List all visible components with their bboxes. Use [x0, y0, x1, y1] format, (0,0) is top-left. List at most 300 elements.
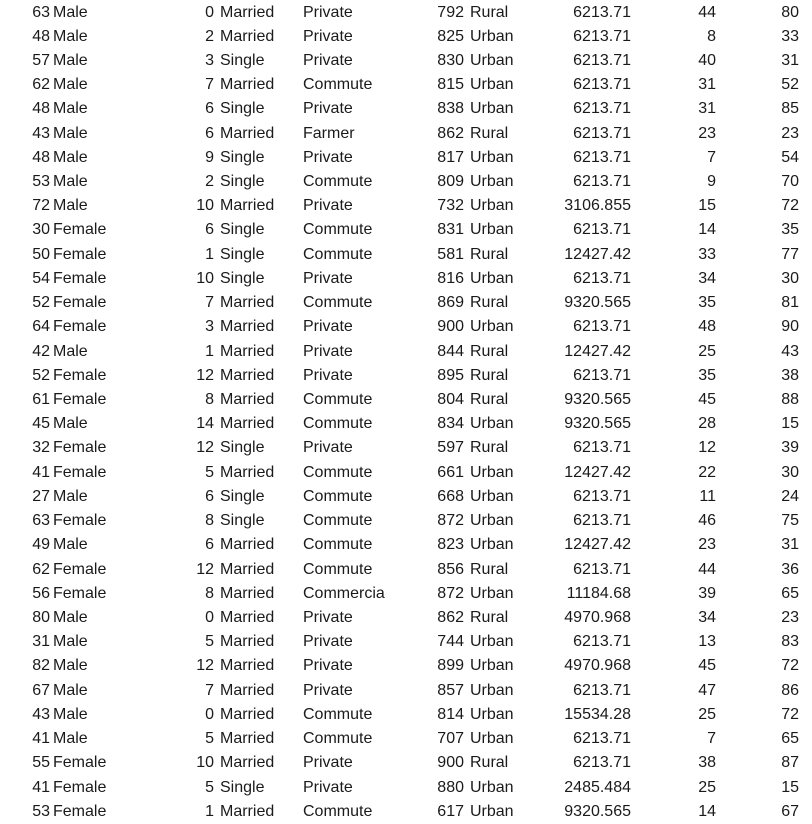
- residence-type-cell[interactable]: Urban: [470, 27, 514, 45]
- amount-cell[interactable]: 6213.71: [573, 148, 631, 166]
- count-cell[interactable]: 0: [205, 705, 214, 723]
- work-type-cell[interactable]: Private: [303, 633, 353, 651]
- value-b-cell[interactable]: 15: [781, 778, 799, 796]
- age-cell[interactable]: 52: [32, 366, 50, 384]
- marital-status-cell[interactable]: Married: [220, 657, 275, 675]
- value-a-cell[interactable]: 47: [698, 681, 716, 699]
- amount-cell[interactable]: 12427.42: [564, 536, 631, 554]
- amount-cell[interactable]: 6213.71: [573, 318, 631, 336]
- count-cell[interactable]: 12: [196, 439, 214, 457]
- amount-cell[interactable]: 6213.71: [573, 221, 631, 239]
- gender-cell[interactable]: Female: [53, 754, 107, 772]
- age-cell[interactable]: 48: [32, 148, 50, 166]
- count-cell[interactable]: 6: [205, 124, 214, 142]
- marital-status-cell[interactable]: Married: [220, 391, 275, 409]
- value-b-cell[interactable]: 88: [781, 391, 799, 409]
- code-cell[interactable]: 804: [437, 391, 464, 409]
- value-a-cell[interactable]: 23: [698, 536, 716, 554]
- residence-type-cell[interactable]: Urban: [470, 269, 514, 287]
- amount-cell[interactable]: 6213.71: [573, 681, 631, 699]
- value-a-cell[interactable]: 13: [698, 633, 716, 651]
- work-type-cell[interactable]: Private: [303, 754, 353, 772]
- work-type-cell[interactable]: Private: [303, 318, 353, 336]
- age-cell[interactable]: 30: [32, 221, 50, 239]
- marital-status-cell[interactable]: Married: [220, 560, 275, 578]
- gender-cell[interactable]: Female: [53, 391, 107, 409]
- code-cell[interactable]: 857: [437, 681, 464, 699]
- value-b-cell[interactable]: 24: [781, 487, 799, 505]
- code-cell[interactable]: 661: [437, 463, 464, 481]
- age-cell[interactable]: 45: [32, 415, 50, 433]
- value-b-cell[interactable]: 67: [781, 802, 799, 820]
- amount-cell[interactable]: 12427.42: [564, 342, 631, 360]
- work-type-cell[interactable]: Private: [303, 51, 353, 69]
- value-b-cell[interactable]: 72: [781, 657, 799, 675]
- value-a-cell[interactable]: 22: [698, 463, 716, 481]
- value-a-cell[interactable]: 25: [698, 342, 716, 360]
- code-cell[interactable]: 732: [437, 197, 464, 215]
- marital-status-cell[interactable]: Single: [220, 269, 265, 287]
- value-a-cell[interactable]: 35: [698, 366, 716, 384]
- code-cell[interactable]: 838: [437, 100, 464, 118]
- gender-cell[interactable]: Female: [53, 802, 107, 820]
- age-cell[interactable]: 80: [32, 609, 50, 626]
- age-cell[interactable]: 54: [32, 269, 50, 287]
- count-cell[interactable]: 9: [205, 148, 214, 166]
- marital-status-cell[interactable]: Married: [220, 536, 275, 554]
- work-type-cell[interactable]: Commute: [303, 487, 373, 505]
- count-cell[interactable]: 3: [205, 51, 214, 69]
- amount-cell[interactable]: 6213.71: [573, 269, 631, 287]
- marital-status-cell[interactable]: Single: [220, 100, 265, 118]
- marital-status-cell[interactable]: Married: [220, 754, 275, 772]
- code-cell[interactable]: 617: [437, 802, 464, 820]
- work-type-cell[interactable]: Commercia: [303, 584, 385, 602]
- residence-type-cell[interactable]: Rural: [470, 609, 509, 626]
- age-cell[interactable]: 41: [32, 730, 50, 748]
- amount-cell[interactable]: 12427.42: [564, 245, 631, 263]
- marital-status-cell[interactable]: Single: [220, 245, 265, 263]
- value-a-cell[interactable]: 40: [698, 51, 716, 69]
- code-cell[interactable]: 872: [437, 512, 464, 530]
- code-cell[interactable]: 856: [437, 560, 464, 578]
- age-cell[interactable]: 82: [32, 657, 50, 675]
- work-type-cell[interactable]: Commute: [303, 415, 373, 433]
- value-a-cell[interactable]: 14: [698, 802, 716, 820]
- count-cell[interactable]: 6: [205, 487, 214, 505]
- age-cell[interactable]: 63: [32, 3, 50, 21]
- count-cell[interactable]: 12: [196, 657, 214, 675]
- count-cell[interactable]: 14: [196, 415, 214, 433]
- marital-status-cell[interactable]: Single: [220, 173, 265, 191]
- work-type-cell[interactable]: Commute: [303, 245, 373, 263]
- amount-cell[interactable]: 2485.484: [564, 778, 631, 796]
- code-cell[interactable]: 872: [437, 584, 464, 602]
- age-cell[interactable]: 43: [32, 705, 50, 723]
- gender-cell[interactable]: Female: [53, 584, 107, 602]
- amount-cell[interactable]: 9320.565: [564, 294, 631, 312]
- value-b-cell[interactable]: 65: [781, 730, 799, 748]
- gender-cell[interactable]: Female: [53, 512, 107, 530]
- age-cell[interactable]: 48: [32, 27, 50, 45]
- code-cell[interactable]: 823: [437, 536, 464, 554]
- count-cell[interactable]: 2: [205, 27, 214, 45]
- amount-cell[interactable]: 6213.71: [573, 633, 631, 651]
- residence-type-cell[interactable]: Rural: [470, 124, 509, 142]
- gender-cell[interactable]: Female: [53, 269, 107, 287]
- marital-status-cell[interactable]: Married: [220, 342, 275, 360]
- code-cell[interactable]: 830: [437, 51, 464, 69]
- marital-status-cell[interactable]: Single: [220, 51, 265, 69]
- residence-type-cell[interactable]: Urban: [470, 536, 514, 554]
- count-cell[interactable]: 10: [196, 754, 214, 772]
- count-cell[interactable]: 5: [205, 778, 214, 796]
- amount-cell[interactable]: 6213.71: [573, 512, 631, 530]
- gender-cell[interactable]: Male: [53, 705, 88, 723]
- gender-cell[interactable]: Female: [53, 778, 107, 796]
- value-b-cell[interactable]: 38: [781, 366, 799, 384]
- work-type-cell[interactable]: Commute: [303, 560, 373, 578]
- work-type-cell[interactable]: Commute: [303, 730, 373, 748]
- count-cell[interactable]: 5: [205, 730, 214, 748]
- amount-cell[interactable]: 9320.565: [564, 802, 631, 820]
- work-type-cell[interactable]: Private: [303, 148, 353, 166]
- marital-status-cell[interactable]: Married: [220, 633, 275, 651]
- code-cell[interactable]: 707: [437, 730, 464, 748]
- count-cell[interactable]: 8: [205, 391, 214, 409]
- residence-type-cell[interactable]: Urban: [470, 76, 514, 94]
- age-cell[interactable]: 52: [32, 294, 50, 312]
- gender-cell[interactable]: Female: [53, 318, 107, 336]
- residence-type-cell[interactable]: Urban: [470, 51, 514, 69]
- value-a-cell[interactable]: 46: [698, 512, 716, 530]
- marital-status-cell[interactable]: Single: [220, 148, 265, 166]
- age-cell[interactable]: 31: [32, 633, 50, 651]
- code-cell[interactable]: 825: [437, 27, 464, 45]
- residence-type-cell[interactable]: Rural: [470, 391, 509, 409]
- amount-cell[interactable]: 6213.71: [573, 51, 631, 69]
- value-b-cell[interactable]: 52: [781, 76, 799, 94]
- value-a-cell[interactable]: 39: [698, 584, 716, 602]
- count-cell[interactable]: 7: [205, 681, 214, 699]
- residence-type-cell[interactable]: Rural: [470, 3, 509, 21]
- gender-cell[interactable]: Male: [53, 173, 88, 191]
- value-b-cell[interactable]: 72: [781, 705, 799, 723]
- code-cell[interactable]: 880: [437, 778, 464, 796]
- value-a-cell[interactable]: 44: [698, 560, 716, 578]
- residence-type-cell[interactable]: Urban: [470, 463, 514, 481]
- amount-cell[interactable]: 6213.71: [573, 27, 631, 45]
- residence-type-cell[interactable]: Urban: [470, 584, 514, 602]
- marital-status-cell[interactable]: Married: [220, 3, 275, 21]
- work-type-cell[interactable]: Commute: [303, 536, 373, 554]
- code-cell[interactable]: 899: [437, 657, 464, 675]
- work-type-cell[interactable]: Private: [303, 778, 353, 796]
- work-type-cell[interactable]: Private: [303, 269, 353, 287]
- value-a-cell[interactable]: 8: [707, 27, 716, 45]
- amount-cell[interactable]: 6213.71: [573, 3, 631, 21]
- age-cell[interactable]: 61: [32, 391, 50, 409]
- count-cell[interactable]: 7: [205, 294, 214, 312]
- work-type-cell[interactable]: Private: [303, 27, 353, 45]
- amount-cell[interactable]: 6213.71: [573, 560, 631, 578]
- value-b-cell[interactable]: 30: [781, 463, 799, 481]
- code-cell[interactable]: 844: [437, 342, 464, 360]
- value-b-cell[interactable]: 31: [781, 51, 799, 69]
- count-cell[interactable]: 10: [196, 269, 214, 287]
- marital-status-cell[interactable]: Married: [220, 681, 275, 699]
- residence-type-cell[interactable]: Urban: [470, 173, 514, 191]
- work-type-cell[interactable]: Private: [303, 657, 353, 675]
- value-a-cell[interactable]: 31: [698, 100, 716, 118]
- gender-cell[interactable]: Female: [53, 463, 107, 481]
- age-cell[interactable]: 48: [32, 100, 50, 118]
- marital-status-cell[interactable]: Single: [220, 512, 265, 530]
- residence-type-cell[interactable]: Urban: [470, 487, 514, 505]
- amount-cell[interactable]: 6213.71: [573, 173, 631, 191]
- code-cell[interactable]: 792: [437, 3, 464, 21]
- code-cell[interactable]: 597: [437, 439, 464, 457]
- marital-status-cell[interactable]: Single: [220, 778, 265, 796]
- age-cell[interactable]: 27: [32, 487, 50, 505]
- count-cell[interactable]: 5: [205, 633, 214, 651]
- residence-type-cell[interactable]: Urban: [470, 730, 514, 748]
- residence-type-cell[interactable]: Urban: [470, 318, 514, 336]
- value-b-cell[interactable]: 31: [781, 536, 799, 554]
- work-type-cell[interactable]: Private: [303, 366, 353, 384]
- gender-cell[interactable]: Male: [53, 124, 88, 142]
- age-cell[interactable]: 41: [32, 463, 50, 481]
- code-cell[interactable]: 900: [437, 754, 464, 772]
- count-cell[interactable]: 8: [205, 584, 214, 602]
- residence-type-cell[interactable]: Urban: [470, 705, 514, 723]
- code-cell[interactable]: 815: [437, 76, 464, 94]
- residence-type-cell[interactable]: Rural: [470, 245, 509, 263]
- value-b-cell[interactable]: 90: [781, 318, 799, 336]
- age-cell[interactable]: 50: [32, 245, 50, 263]
- gender-cell[interactable]: Male: [53, 487, 88, 505]
- residence-type-cell[interactable]: Urban: [470, 681, 514, 699]
- value-a-cell[interactable]: 28: [698, 415, 716, 433]
- gender-cell[interactable]: Female: [53, 245, 107, 263]
- residence-type-cell[interactable]: Rural: [470, 439, 509, 457]
- work-type-cell[interactable]: Private: [303, 100, 353, 118]
- amount-cell[interactable]: 9320.565: [564, 415, 631, 433]
- value-b-cell[interactable]: 70: [781, 173, 799, 191]
- count-cell[interactable]: 12: [196, 560, 214, 578]
- amount-cell[interactable]: 4970.968: [564, 609, 631, 626]
- gender-cell[interactable]: Male: [53, 633, 88, 651]
- value-a-cell[interactable]: 11: [699, 487, 716, 505]
- code-cell[interactable]: 862: [437, 124, 464, 142]
- value-b-cell[interactable]: 72: [781, 197, 799, 215]
- value-a-cell[interactable]: 7: [707, 730, 716, 748]
- count-cell[interactable]: 10: [196, 197, 214, 215]
- value-b-cell[interactable]: 75: [781, 512, 799, 530]
- gender-cell[interactable]: Male: [53, 100, 88, 118]
- age-cell[interactable]: 67: [32, 681, 50, 699]
- residence-type-cell[interactable]: Rural: [470, 342, 509, 360]
- value-a-cell[interactable]: 33: [698, 245, 716, 263]
- gender-cell[interactable]: Male: [53, 609, 88, 626]
- amount-cell[interactable]: 9320.565: [564, 391, 631, 409]
- work-type-cell[interactable]: Private: [303, 609, 353, 626]
- value-b-cell[interactable]: 39: [781, 439, 799, 457]
- amount-cell[interactable]: 4970.968: [564, 657, 631, 675]
- residence-type-cell[interactable]: Rural: [470, 754, 509, 772]
- value-b-cell[interactable]: 83: [781, 633, 799, 651]
- work-type-cell[interactable]: Commute: [303, 705, 373, 723]
- value-a-cell[interactable]: 9: [707, 173, 716, 191]
- marital-status-cell[interactable]: Married: [220, 76, 275, 94]
- count-cell[interactable]: 1: [205, 802, 214, 820]
- code-cell[interactable]: 581: [437, 245, 464, 263]
- age-cell[interactable]: 62: [32, 76, 50, 94]
- count-cell[interactable]: 5: [205, 463, 214, 481]
- age-cell[interactable]: 41: [32, 778, 50, 796]
- value-a-cell[interactable]: 45: [698, 657, 716, 675]
- age-cell[interactable]: 72: [32, 197, 50, 215]
- code-cell[interactable]: 900: [437, 318, 464, 336]
- residence-type-cell[interactable]: Rural: [470, 560, 509, 578]
- amount-cell[interactable]: 15534.28: [564, 705, 631, 723]
- marital-status-cell[interactable]: Married: [220, 584, 275, 602]
- value-a-cell[interactable]: 25: [698, 778, 716, 796]
- gender-cell[interactable]: Male: [53, 51, 88, 69]
- residence-type-cell[interactable]: Urban: [470, 221, 514, 239]
- value-b-cell[interactable]: 86: [781, 681, 799, 699]
- amount-cell[interactable]: 12427.42: [564, 463, 631, 481]
- residence-type-cell[interactable]: Urban: [470, 197, 514, 215]
- value-a-cell[interactable]: 25: [698, 705, 716, 723]
- code-cell[interactable]: 814: [437, 705, 464, 723]
- value-b-cell[interactable]: 65: [781, 584, 799, 602]
- value-b-cell[interactable]: 87: [781, 754, 799, 772]
- count-cell[interactable]: 0: [205, 3, 214, 21]
- amount-cell[interactable]: 6213.71: [573, 754, 631, 772]
- work-type-cell[interactable]: Private: [303, 342, 353, 360]
- amount-cell[interactable]: 6213.71: [573, 366, 631, 384]
- amount-cell[interactable]: 11184.68: [566, 584, 631, 602]
- work-type-cell[interactable]: Private: [303, 439, 353, 457]
- value-b-cell[interactable]: 54: [781, 148, 799, 166]
- work-type-cell[interactable]: Commute: [303, 802, 373, 820]
- value-b-cell[interactable]: 43: [781, 342, 799, 360]
- gender-cell[interactable]: Male: [53, 3, 88, 21]
- amount-cell[interactable]: 6213.71: [573, 439, 631, 457]
- code-cell[interactable]: 895: [437, 366, 464, 384]
- amount-cell[interactable]: 3106.855: [564, 197, 631, 215]
- value-b-cell[interactable]: 30: [781, 269, 799, 287]
- amount-cell[interactable]: 6213.71: [573, 487, 631, 505]
- age-cell[interactable]: 55: [32, 754, 50, 772]
- marital-status-cell[interactable]: Married: [220, 294, 275, 312]
- gender-cell[interactable]: Male: [53, 148, 88, 166]
- code-cell[interactable]: 668: [437, 487, 464, 505]
- age-cell[interactable]: 49: [32, 536, 50, 554]
- code-cell[interactable]: 869: [437, 294, 464, 312]
- value-a-cell[interactable]: 12: [698, 439, 716, 457]
- work-type-cell[interactable]: Farmer: [303, 124, 355, 142]
- residence-type-cell[interactable]: Urban: [470, 415, 514, 433]
- gender-cell[interactable]: Male: [53, 415, 88, 433]
- gender-cell[interactable]: Female: [53, 294, 107, 312]
- age-cell[interactable]: 53: [32, 173, 50, 191]
- value-b-cell[interactable]: 33: [781, 27, 799, 45]
- age-cell[interactable]: 42: [32, 342, 50, 360]
- count-cell[interactable]: 2: [205, 173, 214, 191]
- amount-cell[interactable]: 6213.71: [573, 100, 631, 118]
- residence-type-cell[interactable]: Urban: [470, 148, 514, 166]
- marital-status-cell[interactable]: Married: [220, 197, 275, 215]
- value-a-cell[interactable]: 38: [698, 754, 716, 772]
- work-type-cell[interactable]: Commute: [303, 463, 373, 481]
- age-cell[interactable]: 56: [32, 584, 50, 602]
- amount-cell[interactable]: 6213.71: [573, 124, 631, 142]
- value-a-cell[interactable]: 7: [707, 148, 716, 166]
- count-cell[interactable]: 1: [205, 342, 214, 360]
- marital-status-cell[interactable]: Married: [220, 463, 275, 481]
- work-type-cell[interactable]: Private: [303, 3, 353, 21]
- age-cell[interactable]: 43: [32, 124, 50, 142]
- gender-cell[interactable]: Female: [53, 439, 107, 457]
- gender-cell[interactable]: Male: [53, 342, 88, 360]
- work-type-cell[interactable]: Commute: [303, 221, 373, 239]
- marital-status-cell[interactable]: Married: [220, 730, 275, 748]
- gender-cell[interactable]: Female: [53, 221, 107, 239]
- marital-status-cell[interactable]: Married: [220, 705, 275, 723]
- value-a-cell[interactable]: 35: [698, 294, 716, 312]
- value-a-cell[interactable]: 44: [698, 3, 716, 21]
- residence-type-cell[interactable]: Urban: [470, 778, 514, 796]
- marital-status-cell[interactable]: Single: [220, 439, 265, 457]
- code-cell[interactable]: 831: [437, 221, 464, 239]
- value-a-cell[interactable]: 48: [698, 318, 716, 336]
- residence-type-cell[interactable]: Rural: [470, 366, 509, 384]
- marital-status-cell[interactable]: Married: [220, 802, 275, 820]
- value-a-cell[interactable]: 34: [698, 269, 716, 287]
- count-cell[interactable]: 6: [205, 100, 214, 118]
- work-type-cell[interactable]: Commute: [303, 294, 373, 312]
- gender-cell[interactable]: Male: [53, 76, 88, 94]
- gender-cell[interactable]: Male: [53, 27, 88, 45]
- count-cell[interactable]: 0: [205, 609, 214, 626]
- code-cell[interactable]: 834: [437, 415, 464, 433]
- value-b-cell[interactable]: 85: [781, 100, 799, 118]
- marital-status-cell[interactable]: Married: [220, 366, 275, 384]
- value-b-cell[interactable]: 35: [781, 221, 799, 239]
- work-type-cell[interactable]: Commute: [303, 173, 373, 191]
- count-cell[interactable]: 1: [205, 245, 214, 263]
- marital-status-cell[interactable]: Married: [220, 318, 275, 336]
- gender-cell[interactable]: Female: [53, 366, 107, 384]
- marital-status-cell[interactable]: Single: [220, 221, 265, 239]
- age-cell[interactable]: 63: [32, 512, 50, 530]
- code-cell[interactable]: 862: [437, 609, 464, 626]
- value-b-cell[interactable]: 81: [781, 294, 799, 312]
- residence-type-cell[interactable]: Urban: [470, 802, 514, 820]
- code-cell[interactable]: 817: [437, 148, 464, 166]
- value-b-cell[interactable]: 23: [781, 609, 799, 626]
- count-cell[interactable]: 6: [205, 536, 214, 554]
- age-cell[interactable]: 62: [32, 560, 50, 578]
- age-cell[interactable]: 64: [32, 318, 50, 336]
- amount-cell[interactable]: 6213.71: [573, 76, 631, 94]
- marital-status-cell[interactable]: Married: [220, 609, 275, 626]
- gender-cell[interactable]: Male: [53, 657, 88, 675]
- value-a-cell[interactable]: 23: [698, 124, 716, 142]
- value-b-cell[interactable]: 77: [781, 245, 799, 263]
